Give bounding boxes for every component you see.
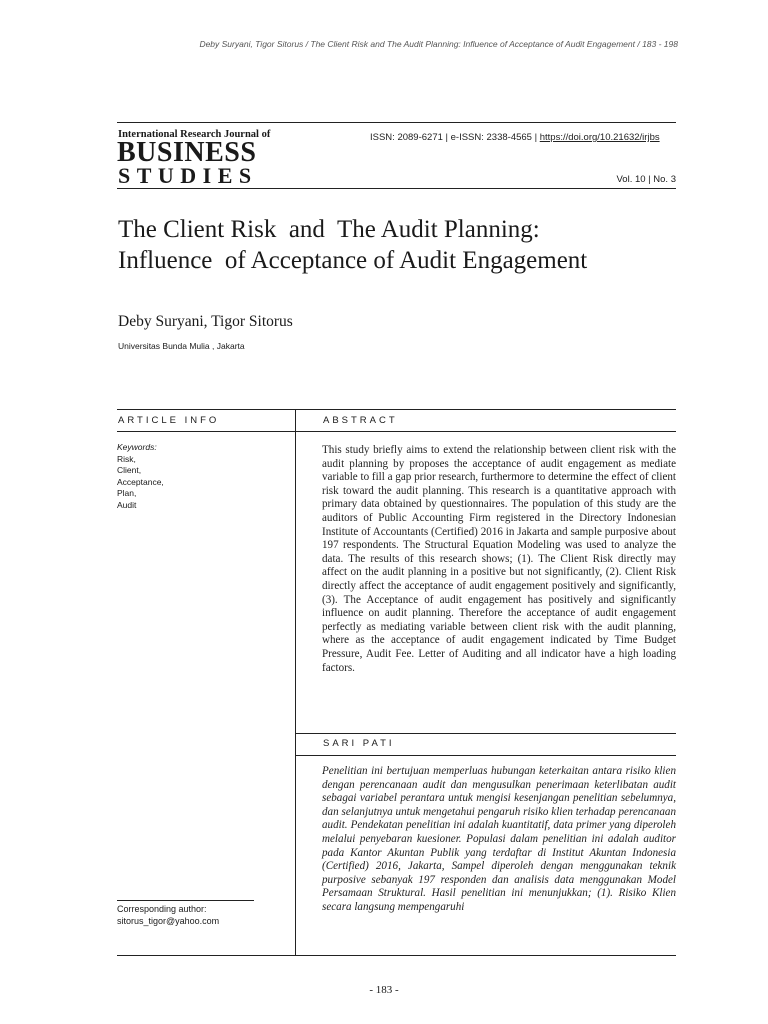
column-divider [295,409,296,955]
running-head: Deby Suryani, Tigor Sitorus / The Client Risk and The Audit Planning: Influence of Acceptance of Audit Engagement / 183 - 198 [199,39,678,49]
corresponding-email[interactable]: sitorus_tigor@yahoo.com [117,916,220,926]
sari-pati-label: SARI PATI [323,738,395,749]
keywords-title: Keywords: [117,442,157,452]
sari-top-rule [295,733,676,734]
issn-text: ISSN: 2089-6271 | e-ISSN: 2338-4565 | [370,132,540,143]
volume-issue: Vol. 10 | No. 3 [616,174,676,185]
sari-pati-text: Penelitian ini bertujuan memperluas hubungan keterkaitan antara risiko klien dengan perencanaan audit dan mengusulkan penerimaan keterlibatan audit sebagai variabel perantara untuk mengisi kesenjangan penelitian sebelumnya, dan selanjutnya untuk mengetahui pengaruh risiko klien terhadap perencanaan audit. Pendekatan penelitian ini adalah kuantitatif, data primer yang diperoleh melalui penyebaran kuesioner. Populasi dalam penelitian ini adalah auditor pada Kantor Akuntan Publik yang terdaftar di Institut Akuntan Indonesia (Certified) 2016, Jakarta, Sampel diperoleh dengan menggunakan teknik purposive sebanyak 197 responden dan analisis data menggunakan Model Persamaan Struktural. Hasil penelitian ini menunjukkan; (1). Risiko Klien secara langsung mempengaruhi [322,765,676,913]
issn-line [370,132,660,143]
info-top-rule [117,409,676,410]
keyword-item: Audit [117,499,137,510]
masthead-top-rule [117,122,676,123]
article-info-label: ARTICLE INFO [118,415,220,426]
journal-name-studies: STUDIES [118,163,258,188]
journal-name-line1: International Research Journal of [118,129,271,140]
affiliation: Universitas Bunda Mulia , Jakarta [118,341,245,351]
info-header-rule [117,431,676,432]
corresponding-author [117,903,219,927]
article-title [118,214,718,276]
keyword-item: Plan, [117,488,137,498]
keywords-block [117,442,164,511]
corresponding-rule [117,900,254,901]
abstract-text: This study briefly aims to extend the relationship between client risk with the audit planning by proposes the acceptance of audit engagement as mediate variable to fill a gap prior research, furthermore to determine the effect of client risk toward the audit planning. This research is a quantitative approach with primary data obtained by questionnaires. The population of this study are the auditors of Public Accounting Firm registered in the Directory Indonesian Institute of Accountants (Certified) 2016 in Jakarta and sample purposive about 197 respondents. The Structural Equation Modeling was used to analyze the data. The results of this research shows; (1). The Client Risk directly may affect on the audit planning in a positive but not significantly, (2). Client Risk directly affect the acceptance of audit engagement positively and significantly, (3). The Acceptance of audit engagement has positively and significantly influence on audit planning. Therefore the acceptance of audit engagement perfectly as mediating variable between client risk with the audit planning, where as the acceptance of audit engagement indicated by Time Budget Pressure, Audit Fee. Letter of Auditing and all indicator have a high loading factors. [322,444,677,674]
abstract-label: ABSTRACT [323,415,398,426]
title-line-2: Influence of Acceptance of Audit Engagement [118,247,588,274]
corresponding-label: Corresponding author: [117,904,207,914]
bottom-rule [117,955,676,956]
page-number: - 183 - [369,984,399,996]
keyword-item: Risk, [117,453,136,464]
keyword-item: Acceptance, [117,476,164,487]
sari-header-rule [295,755,676,756]
keyword-item: Client, [117,465,142,475]
authors: Deby Suryani, Tigor Sitorus [118,313,293,330]
title-line-1: The Client Risk and The Audit Planning: [118,216,540,243]
journal-name-business: BUSINESS [117,137,257,168]
doi-link[interactable]: https://doi.org/10.21632/irjbs [539,132,660,143]
masthead-bottom-rule [117,188,676,189]
